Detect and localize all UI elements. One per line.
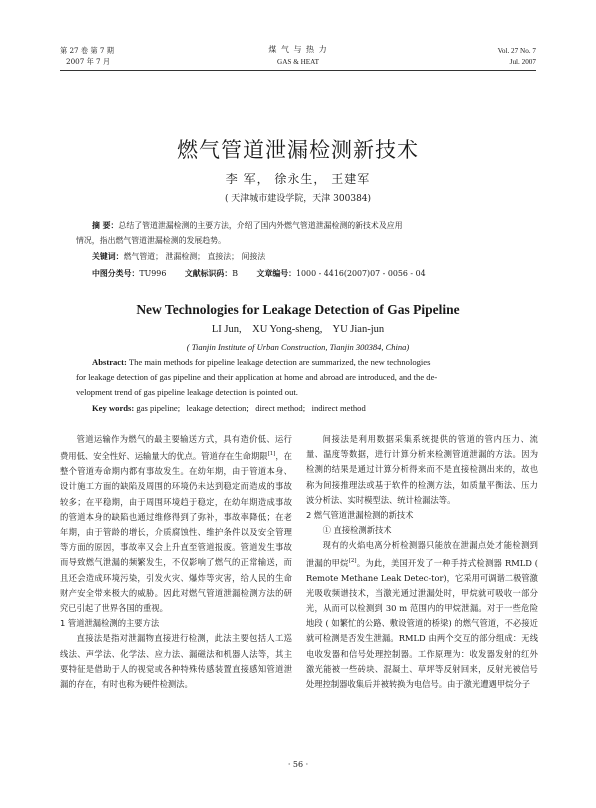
right-p1-line: 压力、流量、温度等数据，进行计算分析来检测管道 <box>306 434 538 460</box>
abstract-line1-cn: 总结了管道泄漏检测的主要方法，介绍了国内外燃气管道泄漏检测的新技术及应用 <box>118 221 403 230</box>
section-heading-1: 1 管道泄漏检测的主要方法 <box>60 618 160 629</box>
abstract-line2-cn: 情况，指出燃气管道泄漏检测的发展趋势。 <box>76 236 226 245</box>
keywords-label-cn: 关键词： <box>92 252 124 261</box>
right-p2-line: 检测到 30 m 范围内的甲烷泄漏。对于一些危险地 <box>306 603 538 629</box>
right-p2-line: 才能检测到泄漏的甲烷 <box>306 540 538 568</box>
clc-value: TU996 <box>139 269 167 278</box>
affiliation-cn: ( 天津城市建设学院，天津 300384) <box>224 194 372 204</box>
right-p2-line: 互的部分组成：无线电收发器和信号处理控制器。 <box>306 633 538 659</box>
right-p1-line: 泄漏的方法。因为检测的结果是通过计算分析得来 <box>306 449 538 475</box>
left-p1-line: 升直至管道报废。管道发生事故而导致燃气泄漏的 <box>60 542 292 568</box>
authors-en: LI Jun, XU Yong-sheng, YU Jian-jun <box>211 324 385 335</box>
left-p1-line: 财产安全带来极大的威胁。因此对燃气管道泄漏检 <box>60 587 250 598</box>
right-p2-line: 工作原理为：收发器发射的红外激光能被一些砖块、 <box>306 648 538 674</box>
header-journal-cn: 煤 气 与 热 力 <box>268 45 328 54</box>
direct-method-paragraph <box>60 631 292 692</box>
left-p2-line: 机器人法等，其主要特征是借助于人的视觉或各种 <box>60 648 292 674</box>
keywords-value-cn: 燃气管道； 泄漏检测； 直接法； 间接法 <box>123 252 266 261</box>
left-p1-line: 发生。在幼年期，由于管道本身、设计施工方面的缺 <box>60 466 292 492</box>
article-number-label: 文章编号： <box>256 269 297 278</box>
rmld-paragraph <box>306 538 538 692</box>
right-p1-line: 间接法是利用数据采集系统提供的管道的管内 <box>322 434 503 444</box>
header-volume-cn: 第 27 卷 第 7 期 <box>60 46 114 55</box>
keywords-en <box>92 401 536 416</box>
right-p1-line: 而不是直接检测出来的，故也称为间接推理法或基 <box>306 464 538 490</box>
page-title-en: New Technologies for Leakage Detection of Gas Pipeline <box>136 302 460 317</box>
left-p1-line: 管道运输作为燃气的最主要输送方式，具有造 <box>76 434 250 444</box>
doccode-label: 文献标识码： <box>184 269 233 278</box>
left-p2-line: 包括人工巡线法、声学法、化学法、应力法、漏磁法和 <box>60 633 292 659</box>
right-p2-line: 。为此，美国开发了一种 <box>356 557 451 568</box>
right-p2-line: 混凝土、草坪等反射回来，反射光被信号处理控制器 <box>306 663 538 690</box>
classification-row <box>92 266 542 281</box>
authors-cn: 李 军， 徐永生， 王建军 <box>225 172 371 186</box>
abstract-label-cn: 摘 要： <box>92 221 119 230</box>
keywords-value-en: gas pipeline; leakage detection; direct method; indirect method <box>136 403 366 413</box>
left-p1-line: 率降低；在老年期，由于管龄的增长，介质腐蚀性、维 <box>60 511 292 537</box>
right-p2-line: tor)，它采用可调谐二极管激光吸收频谱技术，当激 <box>306 572 538 598</box>
page-number: · 56 · <box>287 760 309 769</box>
left-p1-line: 道存在生命期限 <box>209 450 268 461</box>
header-volume-en: Vol. 27 No. 7 <box>497 47 536 55</box>
right-p2-line: 不必接近就可检测是否发生泄漏。RMLD 由两个交 <box>306 618 538 644</box>
citation-ref: [1] <box>267 451 276 458</box>
abstract-en <box>92 355 536 370</box>
left-p2-line: 为硬件检测法。 <box>134 679 193 690</box>
left-p1-line: 护条件以及安全管理等方面的原因，事故率又会上 <box>60 526 292 553</box>
header-date-cn: 2007 年 7 月 <box>66 57 111 66</box>
left-column <box>60 432 292 692</box>
indirect-method-paragraph <box>306 432 538 508</box>
left-p2-line: 直接法是指对泄漏物直接进行检测，此法主要 <box>76 633 250 644</box>
subsection-heading-1: ① 直接检测新技术 <box>322 525 392 536</box>
right-p2-line: 段 ( 如繁忙的公路、敷设管道的桥梁) 的燃气管道， <box>314 618 505 629</box>
right-p2-line: 手持式检测器 RMLD ( Remote Methane Leak Detec- <box>306 557 538 583</box>
right-column <box>306 432 538 692</box>
left-p1-line: 频繁发生，不仅影响了燃气的正常输送，而且还会造 <box>60 557 292 583</box>
keywords-cn <box>92 249 265 264</box>
abstract-line3-en: velopment trend of gas pipeline leakage detection is pointed out. <box>76 387 298 397</box>
right-p2-line: 收集后并被转换为电信号。由于激光遭遇甲烷分子 <box>347 679 531 690</box>
affiliation-en: ( Tianjin Institute of Urban Construction, Tianjin 300384, China) <box>186 342 410 352</box>
left-p1-line: 在平稳期，由于周围环境趋于稳定，在幼年期造成事 <box>85 496 284 507</box>
header-date-en: Jul. 2007 <box>509 58 536 66</box>
right-p2-line: 光通过泄漏处时，甲烷就可吸收一部分光，从而可以 <box>306 587 538 613</box>
right-p2-line: 现有的火焰电离分析检测器只能放在泄漏点处 <box>322 540 496 551</box>
page-title-cn: 燃气管道泄漏检测新技术 <box>177 138 419 162</box>
right-p1-line: 于软件的检测方法，如质量平衡法、压力波分析法、 <box>306 479 538 505</box>
left-p1-line: 价低、运行费用低、安全性好、运输量大的优点。管 <box>60 434 292 461</box>
left-p2-line: 特殊传感装置直接感知管道泄漏的存在，有时也称 <box>60 663 292 690</box>
left-p1-line: 测方法的研究已引起了世界各国的重视。 <box>60 587 292 613</box>
left-p1-line: ，在整个管道寿命期内都有事故 <box>60 450 292 477</box>
abstract-label-en: Abstract: <box>92 357 127 367</box>
left-p1-line: 故的管道本身的缺陷也通过维修得到了弥补，事故 <box>60 496 292 522</box>
citation-ref: [2] <box>348 557 357 564</box>
left-p1-line: 陷及周围的环境仍未达到稳定而造成的事故较多； <box>60 481 292 507</box>
keywords-label-en: Key words: <box>92 403 135 413</box>
intro-paragraph <box>60 432 292 616</box>
left-p1-line: 成环境污染，引发火灾、爆炸等灾害，给人民的生命 <box>94 572 292 583</box>
abstract-line2-en: for leakage detection of gas pipeline and their application at home and abroad are introduced, and the de- <box>76 372 438 382</box>
article-number-value: 1000 - 4416(2007)07 - 0056 - 04 <box>296 269 426 278</box>
doccode-value: B <box>232 269 239 278</box>
header-rule <box>60 70 536 71</box>
clc-label: 中图分类号： <box>92 269 140 278</box>
abstract-cn <box>92 218 532 233</box>
header-journal-en: GAS & HEAT <box>277 58 319 66</box>
abstract-line1-en: The main methods for pipeline leakage detection are summarized, the new technologies <box>128 357 431 367</box>
section-heading-2: 2 燃气管道泄漏检测的新技术 <box>306 510 414 521</box>
right-p1-line: 实时模型法、统计检漏法等。 <box>347 494 456 505</box>
